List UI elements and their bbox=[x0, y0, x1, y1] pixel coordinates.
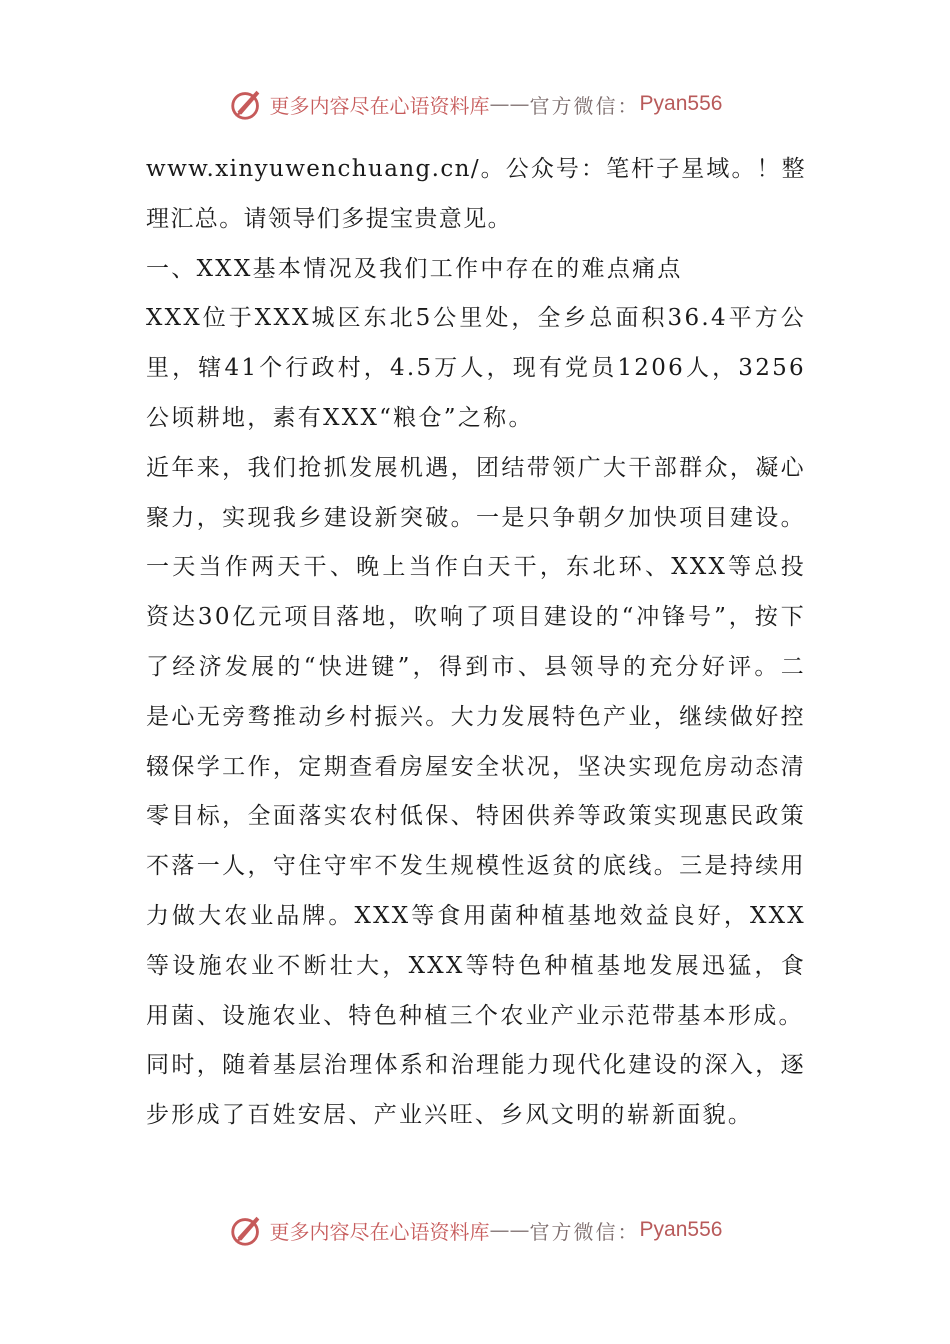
paragraph-achievements: 近年来，我们抢抓发展机遇，团结带领广大干部群众，凝心聚力，实现我乡建设新突破。一是只争朝夕加快项目建设。一天当作两天干、晚上当作白天干，东北环、XXX等总投资达30亿元项目落地，吹响了项目建设的“冲锋号”，按下了经济发展的“快进键”，得到市、县领导的充分好评。二是心无旁骛推动乡村振兴。大力发展特色产业，继续做好控辍保学工作，定期查看房屋安全状况，坚决实现危房动态清零目标，全面落实农村低保、特困供养等政策实现惠民政策不落一人，守住守牢不发生规模性返贫的底线。三是持续用力做大农业品牌。XXX等食用菌种植基地效益良好，XXX等设施农业不断壮大，XXX等特色种植基地发展迅猛，食用菌、设施农业、特色种植三个农业产业示范带基本形成。 bbox=[146, 454, 806, 1029]
banner-wechat-id: Pyan556 bbox=[639, 92, 723, 115]
quill-pen-logo-icon bbox=[228, 85, 266, 123]
banner-wechat-id: Pyan556 bbox=[639, 1218, 723, 1241]
banner-wechat-label: 官方微信： bbox=[529, 93, 640, 118]
banner-separator: —— bbox=[489, 1218, 530, 1242]
section-heading: 一、XXX基本情况及我们工作中存在的难点痛点 bbox=[146, 255, 683, 282]
banner-brand-text: 更多内容尽在心语资料库 bbox=[269, 1219, 490, 1244]
banner-separator: —— bbox=[489, 92, 530, 116]
footer-banner bbox=[0, 1208, 950, 1252]
paragraph-overview: XXX位于XXX城区东北5公里处，全乡总面积36.4平方公里，辖41个行政村，4.5万人，现有党员1206人，3256公顷耕地，素有XXX“粮仓”之称。 bbox=[146, 305, 806, 431]
paragraph-intro: www.xinyuwenchuang.cn/。公众号：笔杆子星域。！整理汇总。请领导们多提宝贵意见。 bbox=[146, 156, 806, 232]
banner-wechat-label: 官方微信： bbox=[529, 1219, 640, 1244]
paragraph-governance: 同时，随着基层治理体系和治理能力现代化建设的深入，逐步形成了百姓安居、产业兴旺、乡风文明的崭新面貌。 bbox=[146, 1052, 806, 1129]
document-body bbox=[146, 145, 806, 1141]
quill-pen-logo-icon bbox=[228, 1211, 266, 1249]
banner-brand-text: 更多内容尽在心语资料库 bbox=[269, 93, 490, 118]
header-banner bbox=[0, 82, 950, 126]
